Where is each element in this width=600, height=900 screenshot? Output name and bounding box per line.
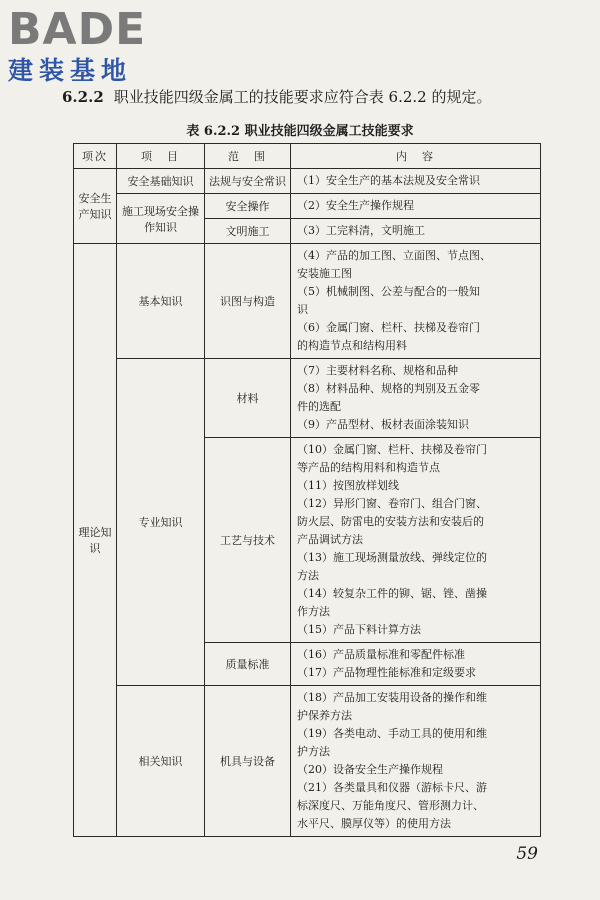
content-cell xyxy=(291,438,541,643)
content-line: （10）金属门窗、栏杆、扶梯及卷帘门 xyxy=(297,443,487,456)
header-cell: 项 目 xyxy=(117,144,205,169)
scope-cell: 文明施工 xyxy=(205,219,291,244)
item-cell: 施工现场安全操作知识 xyxy=(117,194,205,244)
content-line: 标深度尺、万能角度尺、管形测力计、 xyxy=(297,799,484,812)
item-cell: 安全基础知识 xyxy=(117,169,205,194)
scope-cell: 安全操作 xyxy=(205,194,291,219)
logo-cjk-text: 建装基地 xyxy=(8,56,133,85)
content-line: （15）产品下料计算方法 xyxy=(297,623,421,636)
table-title: 表 6.2.2 职业技能四级金属工技能要求 xyxy=(186,124,414,139)
content-line: 等产品的结构用料和构造节点 xyxy=(297,461,440,474)
table-row xyxy=(74,244,541,359)
table-header-row xyxy=(74,144,541,169)
header-cell: 项次 xyxy=(74,144,117,169)
content-cell xyxy=(291,194,541,219)
clause-text: 职业技能四级金属工的技能要求应符合表 6.2.2 的规定。 xyxy=(113,88,492,106)
table-row xyxy=(74,194,541,219)
content-line: （9）产品型材、板材表面涂装知识 xyxy=(297,418,469,431)
content-line: 作方法 xyxy=(297,605,330,618)
table-row xyxy=(74,169,541,194)
category-cell-theory: 理论知识 xyxy=(74,244,117,837)
scope-cell: 工艺与技术 xyxy=(205,438,291,643)
content-line: （11）按图放样划线 xyxy=(297,479,399,492)
content-line: （19）各类电动、手动工具的使用和维 xyxy=(297,727,487,740)
content-line: （21）各类量具和仪器（游标卡尺、游 xyxy=(297,781,487,794)
content-line: （4）产品的加工图、立面图、节点图、 xyxy=(297,249,491,262)
content-line: 识 xyxy=(297,303,308,316)
content-line: 护方法 xyxy=(297,745,330,758)
content-line: （17）产品物理性能标准和定级要求 xyxy=(297,666,476,679)
content-line: （7）主要材料名称、规格和品种 xyxy=(297,364,458,377)
skills-table xyxy=(73,143,541,837)
content-line: （14）较复杂工件的铆、锯、锉、凿操 xyxy=(297,587,487,600)
content-line: （5）机械制图、公差与配合的一般知 xyxy=(297,285,480,298)
scope-cell: 材料 xyxy=(205,359,291,438)
scope-cell: 机具与设备 xyxy=(205,686,291,837)
content-cell xyxy=(291,686,541,837)
item-cell: 相关知识 xyxy=(117,686,205,837)
table-row xyxy=(74,359,541,438)
item-cell: 基本知识 xyxy=(117,244,205,359)
category-cell-safety: 安全生产知识 xyxy=(74,169,117,244)
content-line: （6）金属门窗、栏杆、扶梯及卷帘门 xyxy=(297,321,480,334)
content-line: 产品调试方法 xyxy=(297,533,363,546)
content-line: 护保养方法 xyxy=(297,709,352,722)
content-line: 方法 xyxy=(297,569,319,582)
item-cell: 专业知识 xyxy=(117,359,205,686)
clause-paragraph xyxy=(62,86,562,108)
publisher-logo xyxy=(8,6,183,86)
content-line: 的构造节点和结构用料 xyxy=(297,339,407,352)
scope-cell: 法规与安全常识 xyxy=(205,169,291,194)
content-cell xyxy=(291,643,541,686)
clause-number: 6.2.2 xyxy=(62,88,104,106)
content-line: （20）设备安全生产操作规程 xyxy=(297,763,443,776)
content-line: （3）工完料清，文明施工 xyxy=(297,224,425,237)
content-line: 防火层、防雷电的安装方法和安装后的 xyxy=(297,515,484,528)
content-line: 件的选配 xyxy=(297,400,341,413)
page-number: 59 xyxy=(516,844,538,864)
scope-cell: 识图与构造 xyxy=(205,244,291,359)
content-line: （18）产品加工安装用设备的操作和维 xyxy=(297,691,487,704)
table-row xyxy=(74,686,541,837)
content-line: （12）异形门窗、卷帘门、组合门窗、 xyxy=(297,497,487,510)
content-line: （16）产品质量标准和零配件标准 xyxy=(297,648,465,661)
header-cell: 范 围 xyxy=(205,144,291,169)
content-line: 安装施工图 xyxy=(297,267,352,280)
content-cell xyxy=(291,219,541,244)
header-cell: 内 容 xyxy=(291,144,541,169)
scope-cell: 质量标准 xyxy=(205,643,291,686)
logo-latin-text: BADE xyxy=(8,4,147,55)
content-cell xyxy=(291,169,541,194)
content-cell xyxy=(291,359,541,438)
content-line: （8）材料品种、规格的判别及五金零 xyxy=(297,382,480,395)
content-line: （1）安全生产的基本法规及安全常识 xyxy=(297,174,480,187)
content-cell xyxy=(291,244,541,359)
content-line: （2）安全生产操作规程 xyxy=(297,199,414,212)
content-line: 水平尺、膜厚仪等）的使用方法 xyxy=(297,817,451,830)
content-line: （13）施工现场测量放线、弹线定位的 xyxy=(297,551,487,564)
